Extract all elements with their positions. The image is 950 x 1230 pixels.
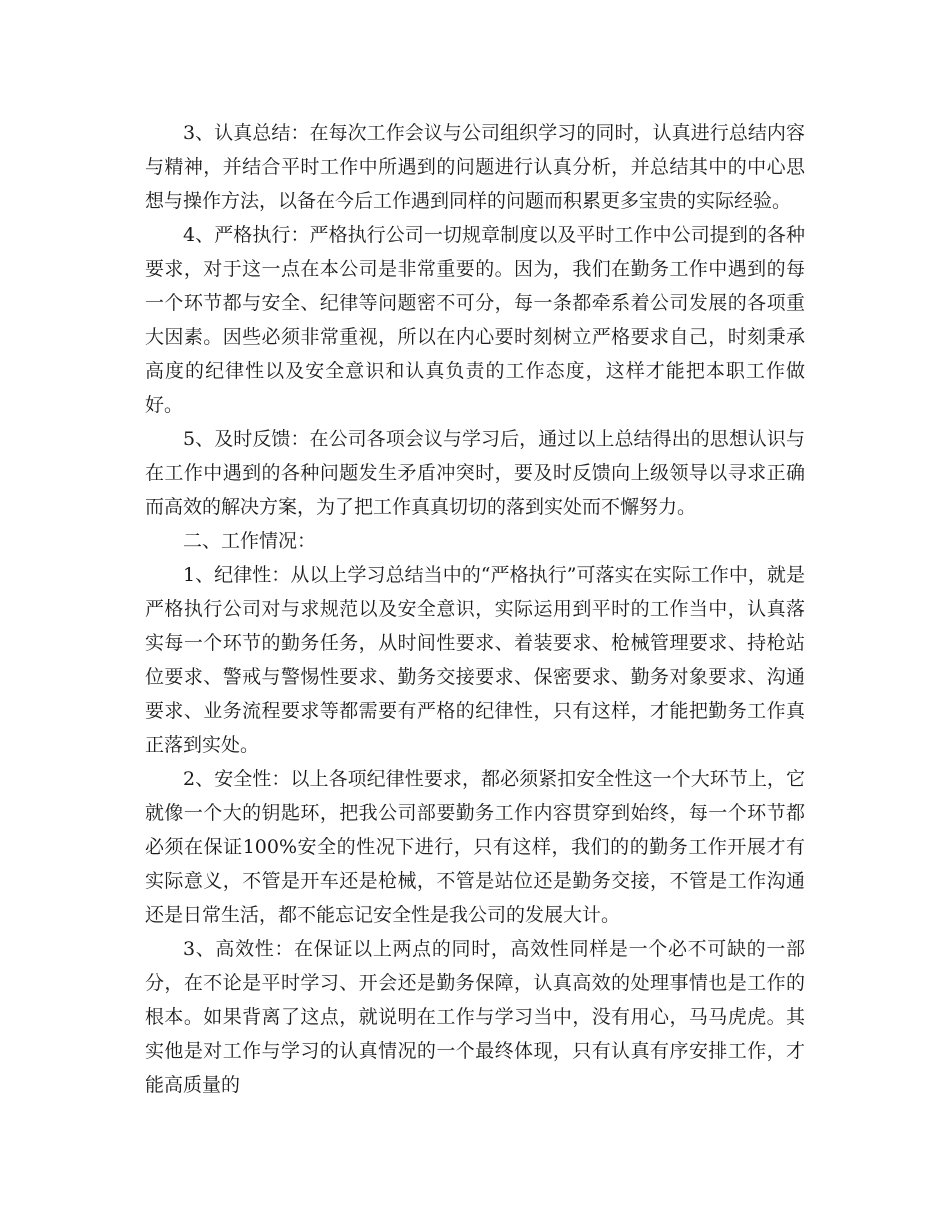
document-body — [145, 116, 805, 1102]
paragraph-efficiency: 3、高效性：在保证以上两点的同时，高效性同样是一个必不可缺的一部分，在不论是平时学习、开会还是勤务保障，认真高效的处理事情也是工作的根本。如果背离了这点，就说明在工作与学习当中，没有用心，马马虎虎。其实他是对工作与学习的认真情况的一个最终体现，只有认真有序安排工作，才能高质量的 — [145, 938, 805, 1096]
paragraph-timely-feedback: 5、及时反馈：在公司各项会议与学习后，通过以上总结得出的思想认识与在工作中遇到的各种问题发生矛盾冲突时，要及时反馈向上级领导以寻求正确而高效的解决方案，为了把工作真真切切的落到实处而不懈努力。 — [145, 428, 805, 518]
section-heading-work-situation: 二、工作情况： — [183, 530, 317, 552]
paragraph-safety: 2、安全性：以上各项纪律性要求，都必须紧扣安全性这一个大环节上，它就像一个大的钥匙环，把我公司部要勤务工作内容贯穿到始终，每一个环节都必须在保证100%安全的性况下进行，只有这样，我们的的勤务工作开展才有实际意义，不管是开车还是枪械，不管是站位还是勤务交接，不管是工作沟通还是日常生活，都不能忘记安全性是我公司的发展大计。 — [145, 768, 805, 926]
paragraph-strict-execution: 4、严格执行：严格执行公司一切规章制度以及平时工作中公司提到的各种要求，对于这一点在本公司是非常重要的。因为，我们在勤务工作中遇到的每一个环节都与安全、纪律等问题密不可分，每一条都牵系着公司发展的各项重大因素。因些必须非常重视，所以在内心要时刻树立严格要求自己，时刻秉承高度的纪律性以及安全意识和认真负责的工作态度，这样才能把本职工作做好。 — [145, 224, 805, 416]
paragraph-summary: 3、认真总结：在每次工作会议与公司组织学习的同时，认真进行总结内容与精神，并结合平时工作中所遇到的问题进行认真分析，并总结其中的中心思想与操作方法，以备在今后工作遇到同样的问题而积累更多宝贵的实际经验。 — [145, 122, 805, 212]
paragraph-discipline: 1、纪律性：从以上学习总结当中的“严格执行”可落实在实际工作中，就是严格执行公司对与求规范以及安全意识，实际运用到平时的工作当中，认真落实每一个环节的勤务任务，从时间性要求、着装要求、枪械管理要求、持枪站位要求、警戒与警惕性要求、勤务交接要求、保密要求、勤务对象要求、沟通要求、业务流程要求等都需要有严格的纪律性，只有这样，才能把勤务工作真正落到实处。 — [145, 564, 805, 756]
